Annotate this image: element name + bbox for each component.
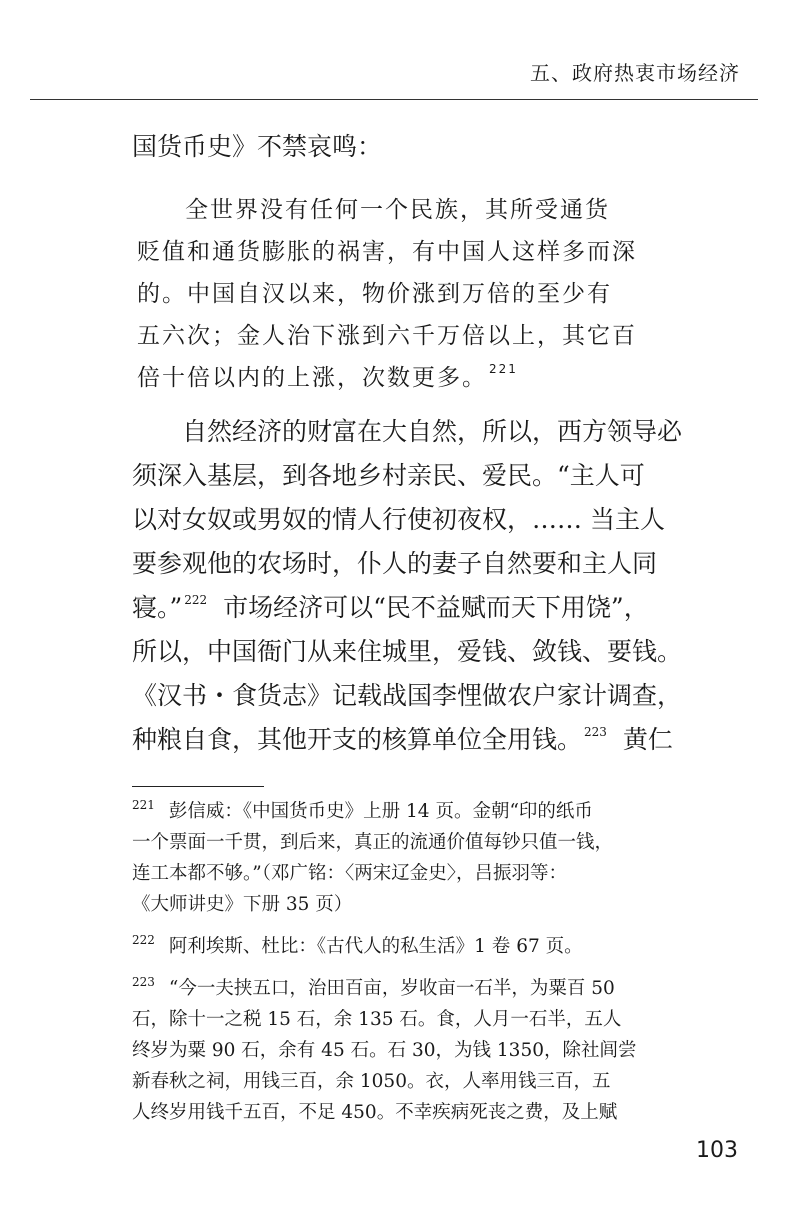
para-line: 所以，中国衙门从来住城里，爱钱、敛钱、要钱。: [132, 637, 683, 666]
para-text: 黄仁: [622, 725, 673, 754]
footnote-text: “今一夫挟五口，治田百亩，岁收亩一石半，为粟百 50: [168, 978, 615, 999]
para-line: 以对女奴或男奴的情人行使初夜权，…… 当主人: [132, 505, 665, 534]
footnote-number: 221: [132, 798, 155, 812]
footnote-text: 人终岁用钱千五百，不足 450。不幸疾病死丧之费，及上赋: [132, 1102, 618, 1123]
quote-line: 贬值和通货膨胀的祸害，有中国人这样多而深: [137, 239, 637, 265]
footnote-text: 新春秋之祠，用钱三百，余 1050。衣，人率用钱三百，五: [132, 1071, 611, 1092]
quote-line: 五六次；金人治下涨到六千万倍以上，其它百: [137, 323, 637, 349]
para-line: 《汉书・食货志》记载战国李悝做农户家计调查，: [132, 681, 683, 710]
footnote-number: 222: [132, 933, 155, 947]
quote-line: 全世界没有任何一个民族，其所受通货: [185, 197, 610, 223]
quote-line: 的。中国自汉以来，物价涨到万倍的至少有: [137, 281, 612, 307]
footnote-ref[interactable]: 223: [584, 725, 607, 739]
running-head: 五、政府热衷市场经济: [530, 61, 740, 85]
footnote-223: [132, 967, 692, 1128]
block-quote: [137, 189, 690, 399]
para-text: 寝。”: [132, 593, 183, 622]
quote-text: 倍十倍以内的上涨，次数更多。: [137, 365, 487, 391]
footnote-ref[interactable]: 222: [184, 593, 208, 607]
footnote-text: 石，除十一之税 15 石，余 135 石。食，人月一石半，五人: [132, 1009, 622, 1030]
opening-line: 国货币史》不禁哀鸣：: [132, 132, 383, 161]
footnote-number: 223: [132, 975, 155, 989]
footnote-rule: [132, 786, 264, 787]
footnote-text: 连工本都不够。”（邓广铭：〈两宋辽金史〉，吕振羽等：: [132, 863, 567, 884]
footnote-text: 阿利埃斯、杜比：《古代人的私生活》1 卷 67 页。: [168, 936, 583, 957]
footnote-text: 《大师讲史》下册 35 页）: [132, 894, 353, 915]
footnote-222: [132, 925, 692, 962]
quote-line: [137, 357, 690, 399]
para-line: 自然经济的财富在大自然，所以，西方领导必: [182, 417, 683, 446]
footnote-ref[interactable]: 221: [489, 362, 518, 376]
para-line: [132, 586, 692, 630]
para-text: 种粮自食，其他开支的核算单位全用钱。: [132, 725, 583, 754]
para-line: [132, 718, 692, 762]
page-number: 103: [696, 1138, 738, 1163]
footnote-text: 一个票面一千贯，到后来，真正的流通价值每钞只值一钱，: [132, 832, 614, 853]
para-line: 须深入基层，到各地乡村亲民、爱民。“主人可: [132, 461, 645, 490]
main-paragraph: [132, 410, 692, 762]
footnotes: [132, 790, 692, 1133]
footnote-221: [132, 790, 692, 920]
para-text: 市场经济可以“民不益赋而天下用饶”，: [223, 593, 649, 622]
para-line: 要参观他的农场时，仆人的妻子自然要和主人同: [132, 549, 658, 578]
footnote-text: 彭信威：《中国货币史》上册 14 页。金朝“印的纸币: [168, 801, 593, 822]
footnote-text: 终岁为粟 90 石，余有 45 石。石 30，为钱 1350，除社闾尝: [132, 1040, 637, 1061]
header-rule: [30, 99, 758, 100]
